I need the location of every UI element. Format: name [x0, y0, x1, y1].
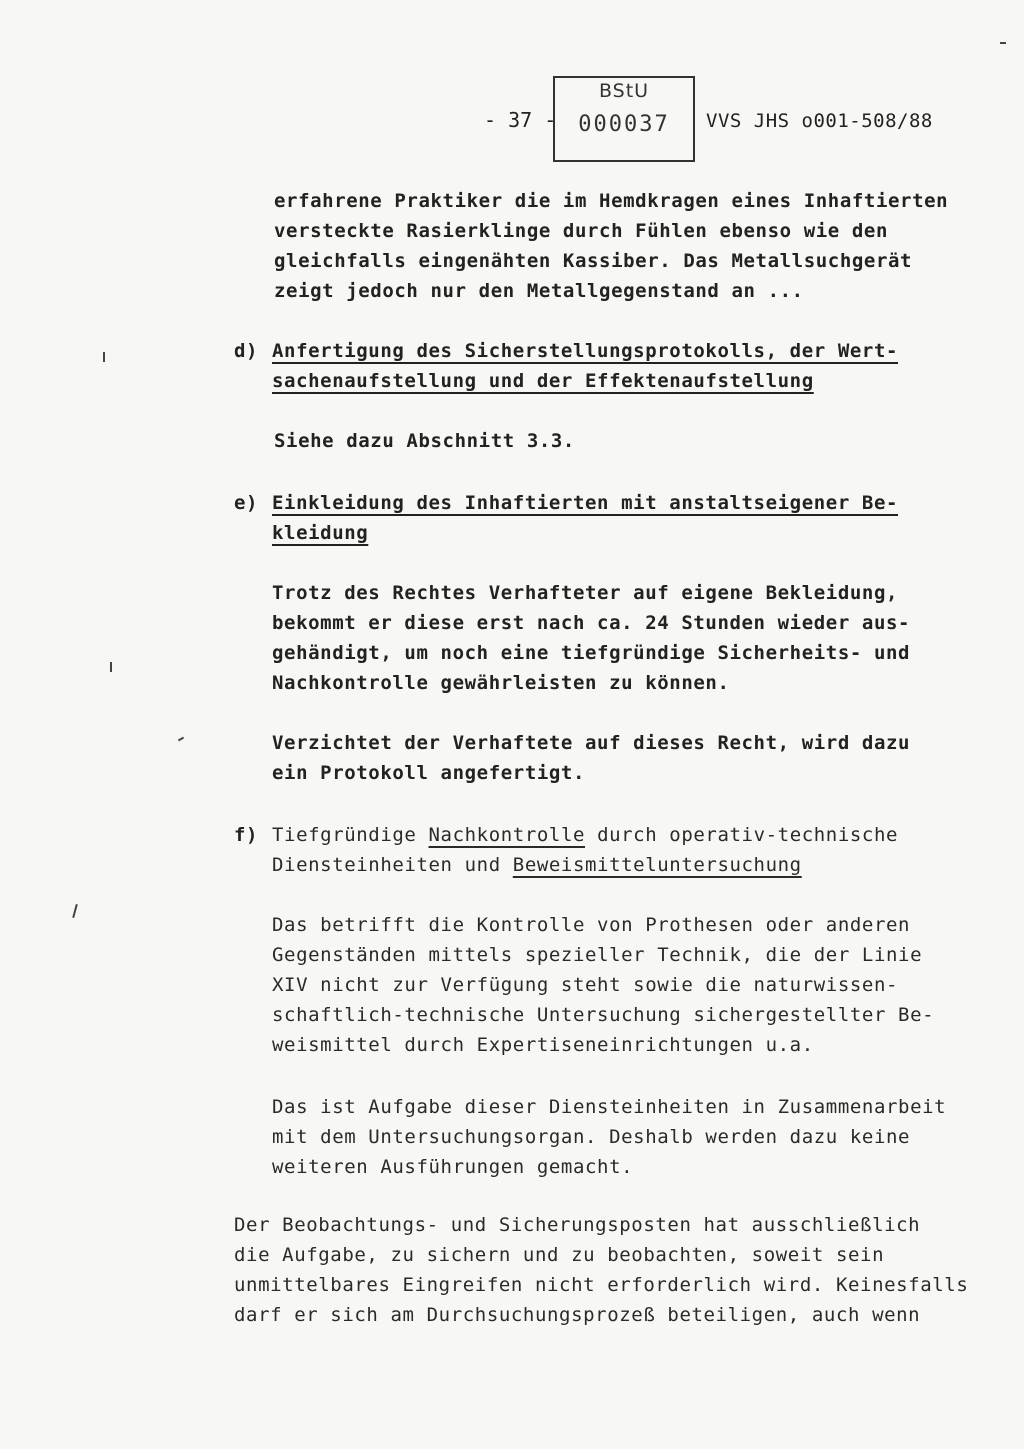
closing-line-4: darf er sich am Durchsuchungsprozeß beteiligen, auch wenn — [234, 1304, 921, 1326]
section-d-body: Siehe dazu Abschnitt 3.3. — [274, 430, 575, 452]
section-d-marker: d) — [234, 340, 259, 362]
section-f-heading-2 — [272, 850, 802, 880]
archive-stamp — [553, 76, 695, 162]
section-e-heading-1: Einkleidung des Inhaftierten mit anstaltseigener Be- — [272, 492, 899, 514]
section-e-p2-line-2: ein Protokoll angefertigt. — [272, 762, 586, 784]
section-e-p1-line-2: bekommt er diese erst nach ca. 24 Stunden wieder aus- — [272, 612, 911, 634]
margin-speck — [103, 352, 105, 362]
intro-line-1: erfahrene Praktiker die im Hemdkragen eines Inhaftierten — [274, 190, 949, 212]
closing-line-2: die Aufgabe, zu sichern und zu beobachten, soweit sein — [234, 1244, 885, 1266]
intro-line-4: zeigt jedoch nur den Metallgegenstand an ... — [274, 280, 804, 302]
margin-speck — [178, 737, 184, 742]
section-f-p2-line-1: Das ist Aufgabe dieser Diensteinheiten in Zusammenarbeit — [272, 1096, 947, 1118]
document-reference: VVS JHS o001-508/88 — [706, 110, 933, 132]
section-f-p1-line-5: weismittel durch Expertiseneinrichtungen u.a. — [272, 1034, 814, 1056]
section-f-heading-1-post: durch operativ-technische — [585, 824, 899, 846]
section-f-p1-line-3: XIV nicht zur Verfügung steht sowie die naturwissen- — [272, 974, 899, 996]
section-f-heading-2-pre: Diensteinheiten und — [272, 854, 513, 876]
intro-line-3: gleichfalls eingenähten Kassiber. Das Metallsuchgerät — [274, 250, 913, 272]
section-e-p1-line-4: Nachkontrolle gewährleisten zu können. — [272, 672, 730, 694]
section-f-p1-line-2: Gegenständen mittels spezieller Technik, die der Linie — [272, 944, 923, 966]
section-e-p1-line-1: Trotz des Rechtes Verhafteter auf eigene Bekleidung, — [272, 582, 899, 604]
section-f-heading-1-underlined: Nachkontrolle — [428, 824, 586, 846]
margin-speck — [1000, 42, 1006, 44]
page-number: - 37 - — [484, 108, 557, 132]
section-e-marker: e) — [234, 492, 259, 514]
intro-line-2: versteckte Rasierklinge durch Fühlen ebenso wie den — [274, 220, 888, 242]
section-f-heading-1 — [272, 820, 898, 850]
section-d-heading-2: sachenaufstellung und der Effektenaufstellung — [272, 370, 814, 392]
section-e-p1-line-3: gehändigt, um noch eine tiefgründige Sicherheits- und — [272, 642, 911, 664]
stamp-number: 000037 — [578, 112, 670, 137]
section-e-heading-2: kleidung — [272, 522, 369, 544]
margin-speck — [72, 904, 78, 918]
section-f-marker: f) — [234, 824, 259, 846]
section-e-p2-line-1: Verzichtet der Verhaftete auf dieses Recht, wird dazu — [272, 732, 911, 754]
section-f-p1-line-1: Das betrifft die Kontrolle von Prothesen oder anderen — [272, 914, 911, 936]
closing-line-3: unmittelbares Eingreifen nicht erforderlich wird. Keinesfalls — [234, 1274, 969, 1296]
section-f-heading-2-underlined: Beweismitteluntersuchung — [512, 854, 802, 876]
section-d-heading-1: Anfertigung des Sicherstellungsprotokolls, der Wert- — [272, 340, 899, 362]
section-f-p2-line-3: weiteren Ausführungen gemacht. — [272, 1156, 634, 1178]
section-f-p2-line-2: mit dem Untersuchungsorgan. Deshalb werden dazu keine — [272, 1126, 911, 1148]
stamp-label: BStU — [598, 80, 650, 102]
section-f-heading-1-pre: Tiefgründige — [272, 824, 429, 846]
closing-line-1: Der Beobachtungs- und Sicherungsposten hat ausschließlich — [234, 1214, 921, 1236]
margin-speck — [110, 662, 112, 672]
section-f-p1-line-4: schaftlich-technische Untersuchung sichergestellter Be- — [272, 1004, 935, 1026]
